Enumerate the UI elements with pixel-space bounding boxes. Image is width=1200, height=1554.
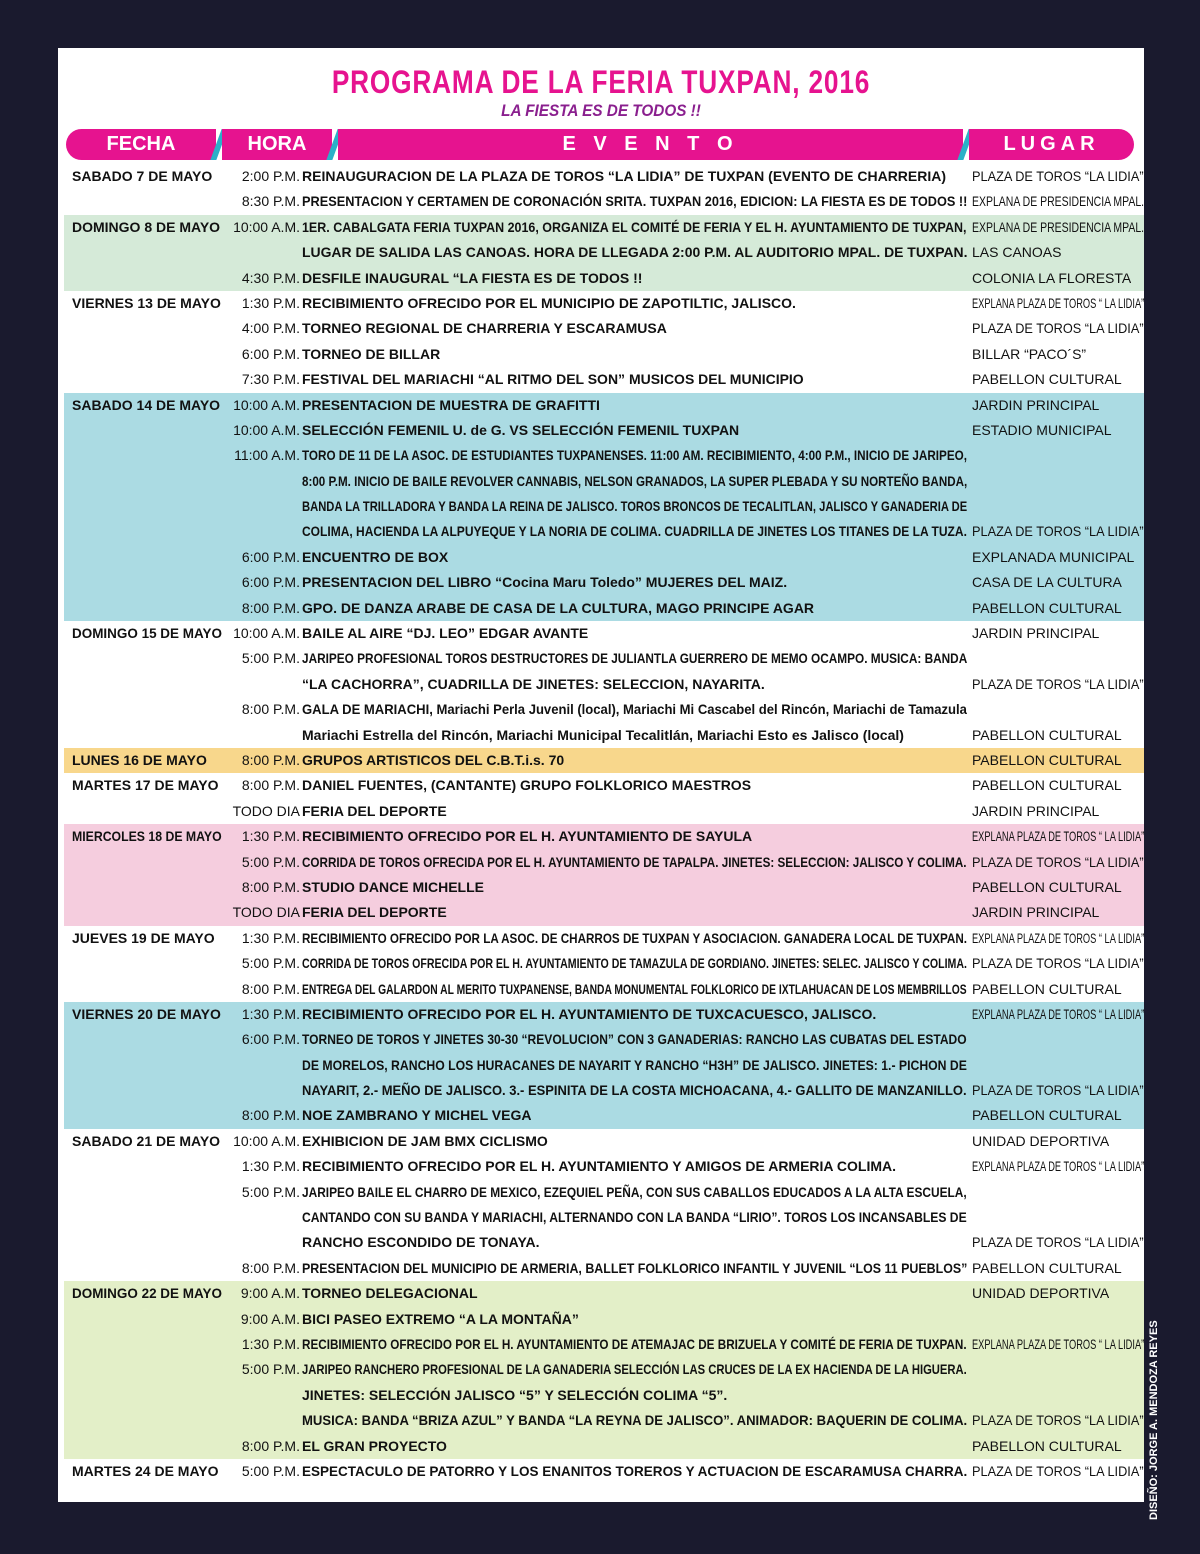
date-cell: MARTES 24 DE MAYO <box>72 1462 219 1479</box>
venue-cell <box>972 443 1144 468</box>
time-cell: 10:00 A.M. <box>233 625 300 642</box>
date-cell <box>72 900 222 925</box>
event-cell: JARIPEO RANCHERO PROFESIONAL DE LA GANADERIA SELECCIÓN LAS CRUCES DE LA EX HACIENDA DE LA HIGUERA. <box>302 1361 967 1378</box>
date-cell <box>72 1205 222 1230</box>
table-row <box>64 1027 1144 1052</box>
time-cell: 8:00 P.M. <box>241 980 300 997</box>
date-cell <box>72 545 222 570</box>
date-cell: DOMINGO 15 DE MAYO <box>72 625 222 642</box>
date-cell <box>72 570 222 595</box>
time-cell: 8:00 P.M. <box>241 1259 300 1276</box>
time-cell: 8:30 P.M. <box>241 193 300 210</box>
table-row <box>64 1154 1144 1179</box>
table-row <box>64 342 1144 367</box>
venue-cell: PLAZA DE TOROS “LA LIDIA” <box>972 1082 1144 1099</box>
table-row <box>64 926 1144 951</box>
table-row <box>64 1053 1144 1078</box>
table-row <box>64 748 1144 773</box>
venue-cell: PLAZA DE TOROS “LA LIDIA” <box>972 168 1144 184</box>
event-cell: “LA CACHORRA”, CUADRILLA DE JINETES: SELECCION, NAYARITA. <box>302 675 765 692</box>
column-header-evento: E V E N T O <box>338 129 963 160</box>
date-cell <box>72 1408 222 1433</box>
time-cell: 10:00 A.M. <box>233 218 300 235</box>
event-cell: RECIBIMIENTO OFRECIDO POR EL H. AYUNTAMIENTO DE TUXCACUESCO, JALISCO. <box>302 1005 877 1022</box>
date-cell <box>72 189 222 214</box>
day-block <box>64 215 1144 291</box>
date-cell <box>72 494 222 519</box>
table-row <box>64 799 1144 824</box>
date-cell <box>72 1230 222 1255</box>
venue-cell: CASA DE LA CULTURA <box>972 574 1122 591</box>
venue-cell: ESTADIO MUNICIPAL <box>972 421 1112 438</box>
table-row <box>64 1103 1144 1128</box>
event-cell: MUSICA: BANDA “BRIZA AZUL” Y BANDA “LA REYNA DE JALISCO”. ANIMADOR: BAQUERIN DE COLIMA. <box>302 1412 967 1429</box>
time-cell: 1:30 P.M. <box>241 929 300 946</box>
day-block <box>64 773 1144 824</box>
event-cell: PRESENTACION DEL MUNICIPIO DE ARMERIA, BALLET FOLKLORICO INFANTIL Y JUVENIL “LOS 11 PUEBLOS” <box>302 1259 967 1276</box>
time-cell: TODO DIA <box>232 904 300 921</box>
time-cell: 5:00 P.M. <box>241 1462 300 1479</box>
event-cell: SELECCIÓN FEMENIL U. de G. VS SELECCIÓN FEMENIL TUXPAN <box>302 421 740 438</box>
time-cell: 5:00 P.M. <box>241 955 300 972</box>
date-cell <box>72 1256 222 1281</box>
date-cell <box>72 646 222 671</box>
date-cell: MIERCOLES 18 DE MAYO <box>72 828 222 845</box>
table-row <box>64 900 1144 925</box>
column-header-fecha: FECHA <box>66 129 216 160</box>
venue-cell <box>972 1205 1144 1230</box>
time-cell: 11:00 A.M. <box>234 447 300 464</box>
event-cell: BAILE AL AIRE “DJ. LEO” EDGAR AVANTE <box>302 625 589 642</box>
date-cell <box>72 1027 222 1052</box>
table-row <box>64 443 1144 468</box>
table-row <box>64 1459 1144 1484</box>
venue-cell: JARDIN PRINCIPAL <box>972 396 1100 413</box>
table-row <box>64 215 1144 240</box>
table-row <box>64 596 1144 621</box>
day-block <box>64 1129 1144 1281</box>
venue-cell: UNIDAD DEPORTIVA <box>972 1285 1110 1302</box>
table-row <box>64 316 1144 341</box>
page-subtitle: LA FIESTA ES DE TODOS !! <box>501 101 701 120</box>
table-row <box>64 1129 1144 1154</box>
table-row <box>64 824 1144 849</box>
table-row <box>64 367 1144 392</box>
time-cell: 5:00 P.M. <box>241 1183 300 1200</box>
date-cell <box>72 418 222 443</box>
date-cell <box>72 519 222 544</box>
venue-cell: PLAZA DE TOROS “LA LIDIA” <box>972 1412 1144 1429</box>
venue-cell: EXPLANA PLAZA DE TOROS “ LA LIDIA” <box>972 929 1144 946</box>
table-row <box>64 723 1144 748</box>
event-cell: FERIA DEL DEPORTE <box>302 904 447 921</box>
venue-cell: BILLAR “PACO´S” <box>972 345 1087 362</box>
date-cell <box>72 1332 222 1357</box>
date-cell <box>72 1383 222 1408</box>
venue-cell: PABELLON CULTURAL <box>972 777 1122 794</box>
date-cell: VIERNES 20 DE MAYO <box>72 1005 221 1022</box>
table-row <box>64 291 1144 316</box>
venue-cell <box>972 697 1144 722</box>
venue-cell <box>972 1180 1144 1205</box>
table-row <box>64 773 1144 798</box>
table-row <box>64 1281 1144 1306</box>
schedule-table <box>64 164 1144 1484</box>
venue-cell: PLAZA DE TOROS “LA LIDIA” <box>972 853 1144 870</box>
date-cell <box>72 443 222 468</box>
table-row <box>64 1256 1144 1281</box>
venue-cell: PABELLON CULTURAL <box>972 1107 1122 1124</box>
event-cell: RECIBIMIENTO OFRECIDO POR EL MUNICIPIO DE ZAPOTILTIC, JALISCO. <box>302 294 796 311</box>
date-cell <box>72 1053 222 1078</box>
table-row <box>64 646 1144 671</box>
date-cell: MARTES 17 DE MAYO <box>72 777 219 794</box>
table-row <box>64 621 1144 646</box>
table-row <box>64 875 1144 900</box>
program-sheet <box>58 48 1144 1502</box>
event-cell: RECIBIMIENTO OFRECIDO POR EL H. AYUNTAMIENTO DE SAYULA <box>302 828 753 845</box>
event-cell: BANDA LA TRILLADORA Y BANDA LA REINA DE JALISCO. TOROS BRONCOS DE TECALITLAN, JALISCO Y GANADERIA DE <box>302 498 967 515</box>
date-cell: VIERNES 13 DE MAYO <box>72 294 221 311</box>
date-cell <box>72 342 222 367</box>
date-cell <box>72 850 222 875</box>
event-cell: COLIMA, HACIENDA LA ALPUYEQUE Y LA NORIA DE COLIMA. CUADRILLA DE JINETES LOS TITANES DE LA TUZA. <box>302 523 967 540</box>
venue-cell <box>972 646 1144 671</box>
day-block <box>64 1459 1144 1484</box>
venue-cell: UNIDAD DEPORTIVA <box>972 1132 1110 1149</box>
time-cell: 1:30 P.M. <box>241 1335 300 1352</box>
table-row <box>64 545 1144 570</box>
venue-cell: EXPLANA PLAZA DE TOROS “ LA LIDIA” <box>972 1335 1144 1352</box>
table-row <box>64 977 1144 1002</box>
venue-cell: JARDIN PRINCIPAL <box>972 904 1100 921</box>
date-cell <box>72 977 222 1002</box>
venue-cell: PLAZA DE TOROS “LA LIDIA” <box>972 675 1144 692</box>
time-cell: 6:00 P.M. <box>241 548 300 565</box>
table-row <box>64 1078 1144 1103</box>
table-row <box>64 697 1144 722</box>
venue-cell <box>972 1383 1144 1408</box>
day-block <box>64 926 1144 1002</box>
time-cell: 6:00 P.M. <box>241 574 300 591</box>
venue-cell <box>972 1053 1144 1078</box>
table-row <box>64 164 1144 189</box>
time-cell: 1:30 P.M. <box>241 828 300 845</box>
venue-cell: EXPLANADA MUNICIPAL <box>972 548 1135 565</box>
event-cell: DANIEL FUENTES, (CANTANTE) GRUPO FOLKLORICO MAESTROS <box>302 777 752 794</box>
event-cell: EXHIBICION DE JAM BMX CICLISMO <box>302 1132 548 1149</box>
venue-cell: PLAZA DE TOROS “LA LIDIA” <box>972 1462 1144 1479</box>
date-cell <box>72 672 222 697</box>
event-cell: PRESENTACION DE MUESTRA DE GRAFITTI <box>302 396 600 413</box>
venue-cell: PLAZA DE TOROS “LA LIDIA” <box>972 1234 1144 1251</box>
table-row <box>64 1180 1144 1205</box>
date-cell <box>72 1434 222 1459</box>
day-block <box>64 824 1144 926</box>
time-cell: 8:00 P.M. <box>241 1437 300 1454</box>
event-cell: RECIBIMIENTO OFRECIDO POR LA ASOC. DE CHARROS DE TUXPAN Y ASOCIACION. GANADERA LOCAL DE TUXPAN. <box>302 929 967 946</box>
time-cell: 5:00 P.M. <box>241 853 300 870</box>
event-cell: LUGAR DE SALIDA LAS CANOAS. HORA DE LLEGADA 2:00 P.M. AL AUDITORIO MPAL. DE TUXPAN. <box>302 244 967 261</box>
date-cell: SABADO 21 DE MAYO <box>72 1132 221 1149</box>
venue-cell: PABELLON CULTURAL <box>972 980 1122 997</box>
time-cell: 4:30 P.M. <box>241 269 300 286</box>
date-cell <box>72 1078 222 1103</box>
event-cell: 8:00 P.M. INICIO DE BAILE REVOLVER CANNABIS, NELSON GRANADOS, LA SUPER PLEBADA Y SU NORTEÑO BANDA, <box>302 472 967 489</box>
event-cell: GPO. DE DANZA ARABE DE CASA DE LA CULTURA, MAGO PRINCIPE AGAR <box>302 599 815 616</box>
event-cell: TORNEO DELEGACIONAL <box>302 1285 478 1302</box>
table-row <box>64 672 1144 697</box>
venue-cell <box>972 1357 1144 1382</box>
date-cell <box>72 1154 222 1179</box>
event-cell: JARIPEO PROFESIONAL TOROS DESTRUCTORES DE JULIANTLA GUERRERO DE MEMO OCAMPO. MUSICA: BANDA <box>302 650 967 667</box>
day-block <box>64 393 1144 622</box>
column-header-lugar: LUGAR <box>969 129 1134 160</box>
table-row <box>64 266 1144 291</box>
venue-cell <box>972 1307 1144 1332</box>
date-cell <box>72 1307 222 1332</box>
date-cell <box>72 697 222 722</box>
venue-cell: PABELLON CULTURAL <box>972 726 1122 743</box>
time-cell: 9:00 A.M. <box>240 1285 300 1302</box>
event-cell: GALA DE MARIACHI, Mariachi Perla Juvenil (local), Mariachi Mi Cascabel del Rincón, Mariachi de Tamazula <box>302 701 967 718</box>
date-cell: DOMINGO 8 DE MAYO <box>72 218 221 235</box>
date-cell <box>72 875 222 900</box>
time-cell: 8:00 P.M. <box>241 701 300 718</box>
date-cell <box>72 799 222 824</box>
time-cell: 10:00 A.M. <box>233 396 300 413</box>
event-cell: BICI PASEO EXTREMO “A LA MONTAÑA” <box>302 1310 579 1327</box>
table-row <box>64 951 1144 976</box>
event-cell: EL GRAN PROYECTO <box>302 1437 447 1454</box>
venue-cell: JARDIN PRINCIPAL <box>972 625 1100 642</box>
time-cell: 1:30 P.M. <box>241 1158 300 1175</box>
event-cell: TORO DE 11 DE LA ASOC. DE ESTUDIANTES TUXPANENSES. 11:00 AM. RECIBIMIENTO, 4:00 P.M., INICIO DE JARIPEO, <box>302 447 967 464</box>
time-cell: 10:00 A.M. <box>233 1132 300 1149</box>
event-cell: STUDIO DANCE MICHELLE <box>302 878 484 895</box>
table-row <box>64 393 1144 418</box>
date-cell <box>72 266 222 291</box>
venue-cell: PABELLON CULTURAL <box>972 371 1122 388</box>
day-block <box>64 1281 1144 1459</box>
table-row <box>64 240 1144 265</box>
time-cell: 10:00 A.M. <box>233 421 300 438</box>
table-row <box>64 1205 1144 1230</box>
table-row <box>64 1357 1144 1382</box>
date-cell <box>72 1103 222 1128</box>
table-row <box>64 1002 1144 1027</box>
event-cell: PRESENTACION DEL LIBRO “Cocina Maru Toledo” MUJERES DEL MAIZ. <box>302 574 788 591</box>
date-cell <box>72 951 222 976</box>
event-cell: RECIBIMIENTO OFRECIDO POR EL H. AYUNTAMIENTO Y AMIGOS DE ARMERIA COLIMA. <box>302 1158 897 1175</box>
event-cell: RECIBIMIENTO OFRECIDO POR EL H. AYUNTAMIENTO DE ATEMAJAC DE BRIZUELA Y COMITÉ DE FERIA DE TUXPAN. <box>302 1335 967 1352</box>
time-cell: 1:30 P.M. <box>241 294 300 311</box>
time-cell: 8:00 P.M. <box>241 599 300 616</box>
event-cell: JARIPEO BAILE EL CHARRO DE MEXICO, EZEQUIEL PEÑA, CON SUS CABALLOS EDUCADOS A LA ALTA ESCUELA, <box>302 1183 967 1200</box>
event-cell: DESFILE INAUGURAL “LA FIESTA ES DE TODOS !! <box>302 269 643 286</box>
date-cell: SABADO 7 DE MAYO <box>72 168 213 184</box>
table-row <box>64 1230 1144 1255</box>
date-cell <box>72 240 222 265</box>
date-cell: JUEVES 19 DE MAYO <box>72 929 215 946</box>
venue-cell: PABELLON CULTURAL <box>972 1259 1122 1276</box>
table-row <box>64 418 1144 443</box>
event-cell: NOE ZAMBRANO Y MICHEL VEGA <box>302 1107 532 1124</box>
date-cell <box>72 1180 222 1205</box>
event-cell: JINETES: SELECCIÓN JALISCO “5” Y SELECCIÓN COLIMA “5”. <box>302 1386 728 1403</box>
table-row <box>64 570 1144 595</box>
venue-cell: COLONIA LA FLORESTA <box>972 269 1132 286</box>
day-block <box>64 291 1144 393</box>
table-row <box>64 1408 1144 1433</box>
venue-cell: LAS CANOAS <box>972 244 1062 261</box>
event-cell: REINAUGURACION DE LA PLAZA DE TOROS “LA LIDIA” DE TUXPAN (EVENTO DE CHARRERIA) <box>302 168 947 184</box>
venue-cell: JARDIN PRINCIPAL <box>972 802 1100 819</box>
table-row <box>64 1332 1144 1357</box>
time-cell: 2:00 P.M. <box>241 168 300 184</box>
time-cell: 8:00 P.M. <box>241 878 300 895</box>
venue-cell: PABELLON CULTURAL <box>972 599 1122 616</box>
event-cell: CORRIDA DE TOROS OFRECIDA POR EL H. AYUNTAMIENTO DE TAMAZULA DE GORDIANO. JINETES: SELEC. JALISCO Y COLIMA. <box>302 955 967 972</box>
day-block <box>64 748 1144 773</box>
time-cell: 9:00 A.M. <box>240 1310 300 1327</box>
table-row <box>64 1434 1144 1459</box>
event-cell: CANTANDO CON SU BANDA Y MARIACHI, ALTERNANDO CON LA BANDA “LIRIO”. TOROS LOS INCANSABLES DE <box>302 1209 967 1226</box>
table-row <box>64 469 1144 494</box>
event-cell: ENTREGA DEL GALARDON AL MERITO TUXPANENSE, BANDA MONUMENTAL FOLKLORICO DE IXTLAHUACAN DE LOS MEMBRILLOS <box>302 980 967 997</box>
time-cell: 8:00 P.M. <box>241 751 300 768</box>
time-cell: 8:00 P.M. <box>241 777 300 794</box>
time-cell: 6:00 P.M. <box>241 345 300 362</box>
date-cell: DOMINGO 22 DE MAYO <box>72 1285 222 1302</box>
table-row <box>64 1383 1144 1408</box>
event-cell: ESPECTACULO DE PATORRO Y LOS ENANITOS TOREROS Y ACTUACION DE ESCARAMUSA CHARRA. <box>302 1462 967 1479</box>
time-cell: 5:00 P.M. <box>241 650 300 667</box>
date-cell <box>72 367 222 392</box>
date-cell <box>72 1357 222 1382</box>
time-cell: 5:00 P.M. <box>241 1361 300 1378</box>
date-cell <box>72 596 222 621</box>
venue-cell: EXPLANA PLAZA DE TOROS “ LA LIDIA” <box>972 294 1144 311</box>
event-cell: TORNEO REGIONAL DE CHARRERIA Y ESCARAMUSA <box>302 320 667 337</box>
table-row <box>64 494 1144 519</box>
venue-cell <box>972 469 1144 494</box>
time-cell: 6:00 P.M. <box>241 1031 300 1048</box>
date-cell: SABADO 14 DE MAYO <box>72 396 221 413</box>
time-cell: 1:30 P.M. <box>241 1005 300 1022</box>
design-credit: DISEÑO: JORGE A. MENDOZA REYES <box>1148 1320 1160 1520</box>
event-cell: NAYARIT, 2.- MEÑO DE JALISCO. 3.- ESPINITA DE LA COSTA MICHOACANA, 4.- GALLITO DE MANZANILLO. <box>302 1082 967 1099</box>
date-cell: LUNES 16 DE MAYO <box>72 751 207 768</box>
venue-cell: PLAZA DE TOROS “LA LIDIA” <box>972 523 1144 540</box>
venue-cell: PABELLON CULTURAL <box>972 751 1122 768</box>
venue-cell <box>972 1027 1144 1052</box>
date-cell <box>72 469 222 494</box>
time-cell: TODO DIA <box>232 802 300 819</box>
event-cell: FESTIVAL DEL MARIACHI “AL RITMO DEL SON” MUSICOS DEL MUNICIPIO <box>302 371 804 388</box>
page-title: PROGRAMA DE LA FERIA TUXPAN, 2016 <box>331 64 871 100</box>
time-cell: 4:00 P.M. <box>241 320 300 337</box>
event-cell: TORNEO DE TOROS Y JINETES 30-30 “REVOLUCION” CON 3 GANADERIAS: RANCHO LAS CUBATAS DEL ESTADO <box>302 1031 967 1048</box>
venue-cell: PABELLON CULTURAL <box>972 1437 1122 1454</box>
table-row <box>64 519 1144 544</box>
event-cell: Mariachi Estrella del Rincón, Mariachi Municipal Tecalitlán, Mariachi Esto es Jalisco (local) <box>302 726 904 743</box>
event-cell: GRUPOS ARTISTICOS DEL C.B.T.i.s. 70 <box>302 751 565 768</box>
venue-cell: EXPLANA PLAZA DE TOROS “ LA LIDIA” <box>972 1158 1144 1175</box>
event-cell: DE MORELOS, RANCHO LOS HURACANES DE NAYARIT Y RANCHO “H3H” DE JALISCO. JINETES: 1.- PICHON DE <box>302 1056 967 1073</box>
venue-cell: PLAZA DE TOROS “LA LIDIA” <box>972 955 1144 972</box>
venue-cell: PABELLON CULTURAL <box>972 878 1122 895</box>
event-cell: FERIA DEL DEPORTE <box>302 802 447 819</box>
event-cell: ENCUENTRO DE BOX <box>302 548 449 565</box>
venue-cell: EXPLANA DE PRESIDENCIA MPAL. <box>972 218 1144 235</box>
table-row <box>64 189 1144 214</box>
venue-cell: EXPLANA PLAZA DE TOROS “ LA LIDIA” <box>972 1005 1144 1022</box>
day-block <box>64 1002 1144 1129</box>
venue-cell: EXPLANA DE PRESIDENCIA MPAL. <box>972 193 1144 210</box>
venue-cell <box>972 494 1144 519</box>
day-block <box>64 621 1144 748</box>
time-cell: 7:30 P.M. <box>241 371 300 388</box>
event-cell: CORRIDA DE TOROS OFRECIDA POR EL H. AYUNTAMIENTO DE TAPALPA. JINETES: SELECCION: JALISCO Y COLIMA. <box>302 853 967 870</box>
venue-cell: PLAZA DE TOROS “LA LIDIA” <box>972 320 1144 337</box>
day-block <box>64 164 1144 215</box>
time-cell: 8:00 P.M. <box>241 1107 300 1124</box>
event-cell: RANCHO ESCONDIDO DE TONAYA. <box>302 1234 540 1251</box>
event-cell: PRESENTACION Y CERTAMEN DE CORONACIÓN SRITA. TUXPAN 2016, EDICION: LA FIESTA ES DE TODOS !! <box>302 193 967 210</box>
event-cell: 1ER. CABALGATA FERIA TUXPAN 2016, ORGANIZA EL COMITÉ DE FERIA Y EL H. AYUNTAMIENTO DE TUXPAN, <box>302 218 967 235</box>
date-cell <box>72 723 222 748</box>
table-row <box>64 850 1144 875</box>
date-cell <box>72 316 222 341</box>
event-cell: TORNEO DE BILLAR <box>302 345 441 362</box>
column-header-hora: HORA <box>222 129 332 160</box>
table-row <box>64 1307 1144 1332</box>
venue-cell: EXPLANA PLAZA DE TOROS “ LA LIDIA” <box>972 828 1144 845</box>
